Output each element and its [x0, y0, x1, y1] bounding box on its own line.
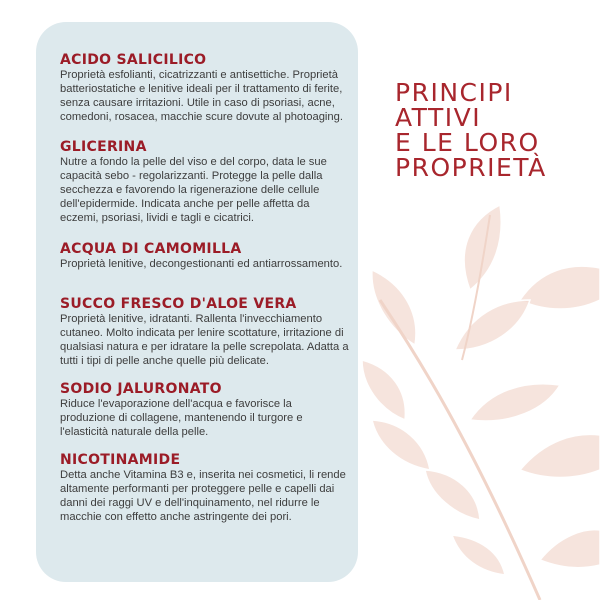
- leaf: [520, 434, 600, 477]
- page-title: [395, 80, 547, 180]
- title-line: PROPRIETÀ: [395, 153, 547, 182]
- ingredient-glicerina: [60, 139, 350, 225]
- leaf: [362, 360, 405, 420]
- leaf: [520, 266, 600, 309]
- leaf: [372, 270, 416, 345]
- ingredient-description: Proprietà lenitive, idratanti. Rallenta l'invecchiamento cutaneo. Molto indicata per lenire scottature, irritazione di qualsiasi natura e per idratare la pelle screpolata. Adatta a tutti i tipi di pelle anche quelle più delicate.: [60, 313, 349, 367]
- ingredient-description: Detta anche Vitamina B3 e, inserita nei cosmetici, li rende altamente performanti per proteggere pelle e capelli dai danni dei raggi UV e dell'inquinamento, nel ridurre le macchie con effetto anche astringente dei pori.: [60, 469, 346, 523]
- ingredient-heading: ACQUA DI CAMOMILLA: [60, 241, 242, 257]
- leaf: [470, 384, 560, 421]
- ingredient-sodio-jaluronato: [60, 381, 350, 439]
- ingredient-heading: GLICERINA: [60, 139, 147, 155]
- title-line: PRINCIPI: [395, 78, 513, 107]
- title-line: E LE LORO: [395, 128, 540, 157]
- leaf: [464, 205, 501, 290]
- leaf: [425, 470, 480, 520]
- leaf: [452, 535, 505, 575]
- ingredient-description: Proprietà esfolianti, cicatrizzanti e antisettiche. Proprietà batteriostatiche e lenitive ideali per il trattamento di ferite, senza causare irritazioni. Utile in caso di psoriasi, acne, comedoni, rosacea, macchie scure dovute al photoaging.: [60, 69, 343, 123]
- ingredient-acido-salicilico: [60, 52, 350, 124]
- ingredient-heading: NICOTINAMIDE: [60, 452, 181, 468]
- ingredient-heading: ACIDO SALICILICO: [60, 52, 207, 68]
- ingredient-acqua-di-camomilla: [60, 241, 350, 271]
- ingredient-description: Riduce l'evaporazione dell'acqua e favorisce la produzione di collagene, mantenendo il turgore e l'elasticità naturale della pelle.: [60, 398, 303, 438]
- ingredient-nicotinamide: [60, 452, 350, 524]
- ingredient-succo-aloe-vera: [60, 296, 350, 368]
- ingredient-heading: SODIO JALURONATO: [60, 381, 222, 397]
- ingredient-description: Nutre a fondo la pelle del viso e del corpo, data le sue capacità sebo - regolarizzanti. Protegge la pelle dalla secchezza e favorendo la rigenerazione delle cellule dell'epidermide. Indicata anche per pelle affetta da eczemi, psoriasi, lividi e tagli e cicatrici.: [60, 156, 327, 224]
- ingredient-description: Proprietà lenitive, decongestionanti ed antiarrossamento.: [60, 258, 343, 270]
- leaf: [372, 420, 430, 470]
- leaf: [540, 530, 600, 568]
- ingredient-heading: SUCCO FRESCO D'ALOE VERA: [60, 296, 297, 312]
- title-line: ATTIVI: [395, 103, 482, 132]
